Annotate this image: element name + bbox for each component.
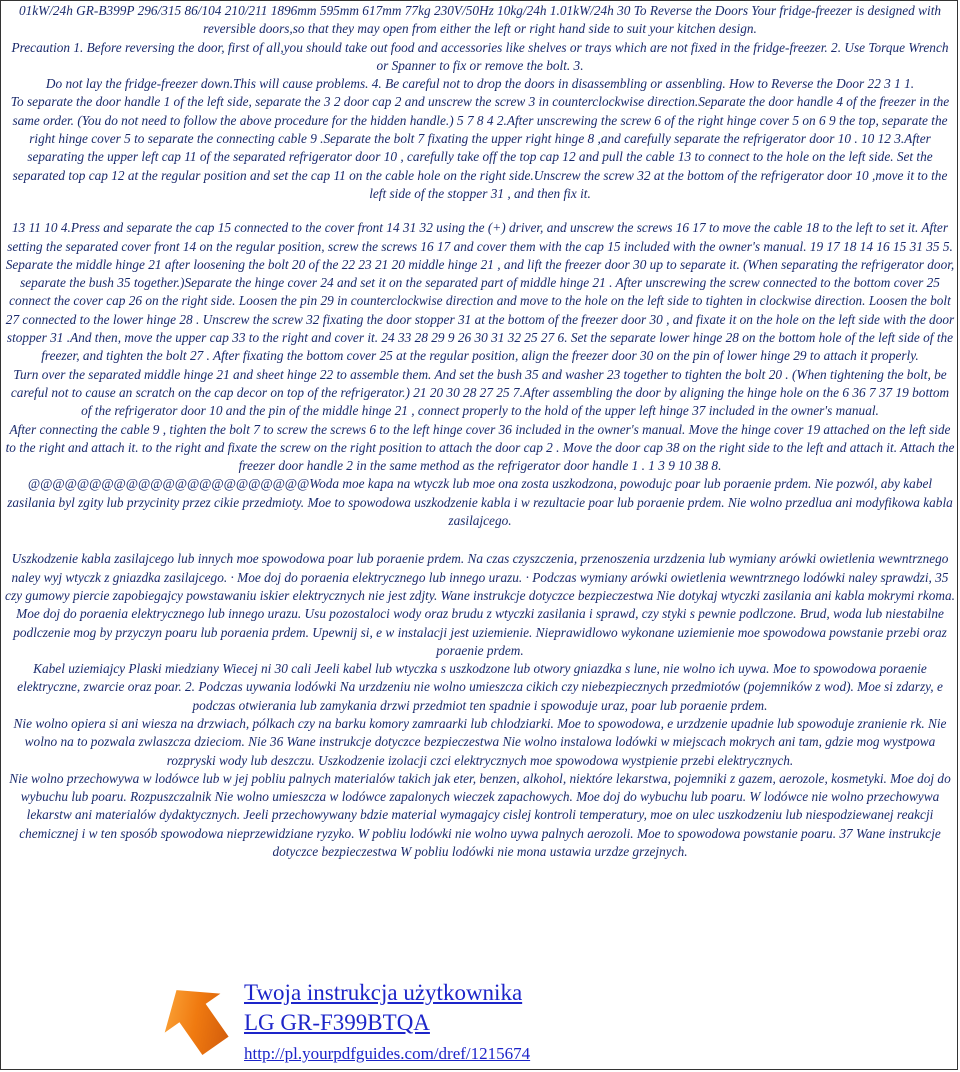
paragraph-precaution-continued: Do not lay the fridge-freezer down.This will cause problems. 4. Be careful not to drop the doors in disassembling or assenbling. How to Reverse the Door 22 3 1 1. [45,76,915,92]
paragraph-warning-polish-3: Kabel uziemiajcy Plaski miedziany Wiecej ni 30 cali Jeeli kabel lub wtyczka s uszkodzone lub otwory gniazdka s lune, nie wolno ich uywa. Moe to spowodowa poraenie elektryczne, zwarcie oraz poar. 2. Podczas uywania lodówki Na urzdzeniu nie wolno umieszcza cikich czy niebezpiecznych przedmiotów (pojemników z wod). Moe si zdarzy, e podczas otwierania lub zamykania drzwi przedmiot ten spadnie i spowoduje uraz, poar lub poraenie prdem. [17,661,943,713]
paragraph-specs-reverse-doors: 01kW/24h GR-B399P 296/315 86/104 210/211 1896mm 595mm 617mm 77kg 230V/50Hz 10kg/24h 1.01kW/24h 30 To Reverse the Doors Your fridge-freezer is designed with reversible doors,so that they may open from either the left or right hand side to suit your kitchen design. [18,3,942,37]
paragraph-steps-4-6: 13 11 10 4.Press and separate the cap 15 connected to the cover front 14 31 32 using the (+) driver, and unscrew the screws 16 17 to move the cable 18 to the left to set it. After setting the separated cover front 14 on the regular position, screw the screws 16 17 and cover them with the cap 15 included with the owner's manual. 19 17 18 14 16 15 31 35 5. Separate the middle hinge 21 after loosening the bolt 20 of the 22 23 21 20 middle hinge 21 , and lift the freezer door 30 up to separate it. (When separating the refrigerator door, separate the bush 35 together.)Separate the hinge cover 24 and set it on the separated part of middle hinge 21 . After unscrewing the screw connected to the bottom cover 25 connect the cover cap 26 on the right side. Loosen the pin 29 in counterclockwise direction and move to the hole on the left side to tighten in clockwise direction. Loosen the bolt 27 connected to the lower hinge 28 . Unscrew the screw 32 fixating the door stopper 31 at the bottom of the freezer door 30 , and fixate it on the hole on the left side with the door stopper 31 .And then, move the upper cap 33 to the right and cover it. 24 33 28 29 9 26 30 31 32 25 27 6. Set the separate lower hinge 28 on the bottom hole of the left side of the freezer, and tighten the bolt 27 . After fixating the bottom cover 25 at the regular position, align the freezer door 30 on the pin of lower hinge 29 to attach it properly. [5,220,955,364]
footer-link-manual-title[interactable]: Twoja instrukcja użytkownika [244,980,523,1005]
footer-link-url[interactable]: http://pl.yourpdfguides.com/dref/1215674 [244,1044,531,1063]
paragraph-warning-polish-2: Uszkodzenie kabla zasilajcego lub innych moe spowodowa poar lub poraenie prdem. Na czas czyszczenia, przenoszenia urzdzenia lub wymiany arówki owietlenia wewntrznego naley wyj wtyczk z gniazdka zasilajcego. · Moe doj do poraenia elektrycznego lub innego urazu. · Podczas wymiany arówki owietlenia wewntrznego lodówki naley sprawdzi, 35 czy gumowy piercie zapobiegajcy powstawaniu iskier elektrycznych nie jest zdjty. Wane instrukcje dotyczce bezpieczestwa Nie dotykaj wtyczki zasilania ani kabla mokrymi rkoma. Moe doj do poraenia elektrycznego lub innego urazu. Usu pozostaloci wody oraz brudu z wtyczki zasilania i sprawd, czy styki s pewnie podlczone. Brud, woda lub niestabilne podlczenie mog by przyczyn poaru lub poraenia prdem. Upewnij si, e w instalacji jest uziemienie. Nieprawidlowo wykonane uziemienie moe spowodowa powstanie przebi oraz poraenie prdem. [5,551,955,658]
orange-arrow-icon [156,976,238,1062]
footer-link-model[interactable]: LG GR-F399BTQA [244,1010,430,1035]
paragraph-warning-polish-5: Nie wolno przechowywa w lodówce lub w jej pobliu palnych materialów takich jak eter, benzen, alkohol, niektóre lekarstwa, pojemniki z gazem, aerozole, kosmetyki. Moe doj do wybuchu lub poaru. Rozpuszczalnik Nie wolno umieszcza w lodówce zapalonych wieczek zapachowych. Moe doj do wybuchu lub poaru. W lodówce nie wolno przechowywa lekarstw ani materialów dydaktycznych. Jeeli przechowywany bdzie material wymagajcy cislej kontroli temperatury, moe on ulec uszkodzeniu lub niespodziewanej reakcji chemicznej i w ten sposób spowodowa nieprzewidziane ryzyko. W pobliu lodówki nie wolno uywa palnych aerozoli. Moe to spowodowa powstanie poaru. 37 Wane instrukcje dotyczce bezpieczestwa W pobliu lodówki nie mona ustawia urzdze grzejnych. [9,770,951,860]
paragraph-steps-1-3: To separate the door handle 1 of the left side, separate the 3 2 door cap 2 and unscrew the screw 3 in counterclockwise direction.Separate the door handle 4 of the freezer in the same order. (You do not need to follow the above procedure for the hidden handle.) 5 7 8 4 2.After unscrewing the screw 6 of the right hinge cover 5 on 6 9 the top, separate the right hinge cover 5 to separate the connecting cable 9 .Separate the bolt 7 fixating the upper right hinge 8 ,and carefully separate the refrigerator door 10 . 10 12 3.After separating the upper left cap 11 of the separated refrigerator door 10 , carefully take off the top cap 12 and pull the cable 13 to connect to the hole on the left side. Set the separated top cap 12 at the regular position and set the cap 11 on the cable hole on the right side.Unscrew the screw 32 at the bottom of the refrigerator door 10 ,move it to the left side of the stopper 31 , and then fix it. [10,94,950,201]
footer-banner [156,970,756,1070]
paragraph-cable-step-8: After connecting the cable 9 , tighten the bolt 7 to screw the screws 6 to the left hinge cover 36 included in the owner's manual. Move the hinge cover 19 attached on the left side to the right and attach it. to the right and fixate the screw on the right position to attach the door cap 2 . Move the door cap 38 on the right side to the left and attach it. Attach the freezer door handle 2 in the same method as the refrigerator door handle 1 . 1 3 9 10 38 8. [5,421,955,474]
paragraph-precaution: Precaution 1. Before reversing the door, first of all,you should take out food and accessories like shelves or trays which are not fixed in the fridge-freezer. 2. Use Torque Wrench or Spanner to fix or remove the bolt. 3. [11,39,949,73]
paragraph-warning-polish-4: Nie wolno opiera si ani wiesza na drzwiach, pólkach czy na barku komory zamraarki lub chlodziarki. Moe to spowodowa, e urzdzenie upadnie lub spowoduje zranienie rk. Nie wolno na to pozwala zwlaszcza dzieciom. Nie 36 Wane instrukcje dotyczce bezpieczestwa Nie wolno instalowa lodówki w miejscach mokrych ani tam, gdzie mog wystpowa rozpryski wody lub deszczu. Uszkodzenie izolacji czci elektrycznych moe spowodowa wystpienie przebi elektrycznych. [13,715,947,768]
paragraph-middle-hinge: Turn over the separated middle hinge 21 and sheet hinge 22 to assemble them. And set the bush 35 and washer 23 together to tighten the bolt 20 . (When tightening the bolt, be careful not to cause an scratch on the cap decor on top of the refrigerator.) 21 20 30 28 27 25 7.After assembling the door by aligning the hinge hole on the 6 36 7 37 19 bottom of the refrigerator door 10 and the pin of the middle hinge 21 , connect properly to the hold of the upper left hinge 37 included in the owner's manual. [10,366,950,419]
paragraph-warning-polish-1: @@@@@@@@@@@@@@@@@@@@@@@Woda moe kapa na wtyczk lub moe ona zosta uszkodzona, powodujc poar lub poraenie prdem. Nie pozwól, aby kabel zasilania byl zgity lub przycinity przez cikie przedmioty. Moe to spowodowa uszkodzenie kabla i w rezultacie poar lub poraenie prdem. Nie wolno przedlua ani modyfikowa kabla zasilajcego. [7,476,953,529]
manual-text [5,2,955,861]
